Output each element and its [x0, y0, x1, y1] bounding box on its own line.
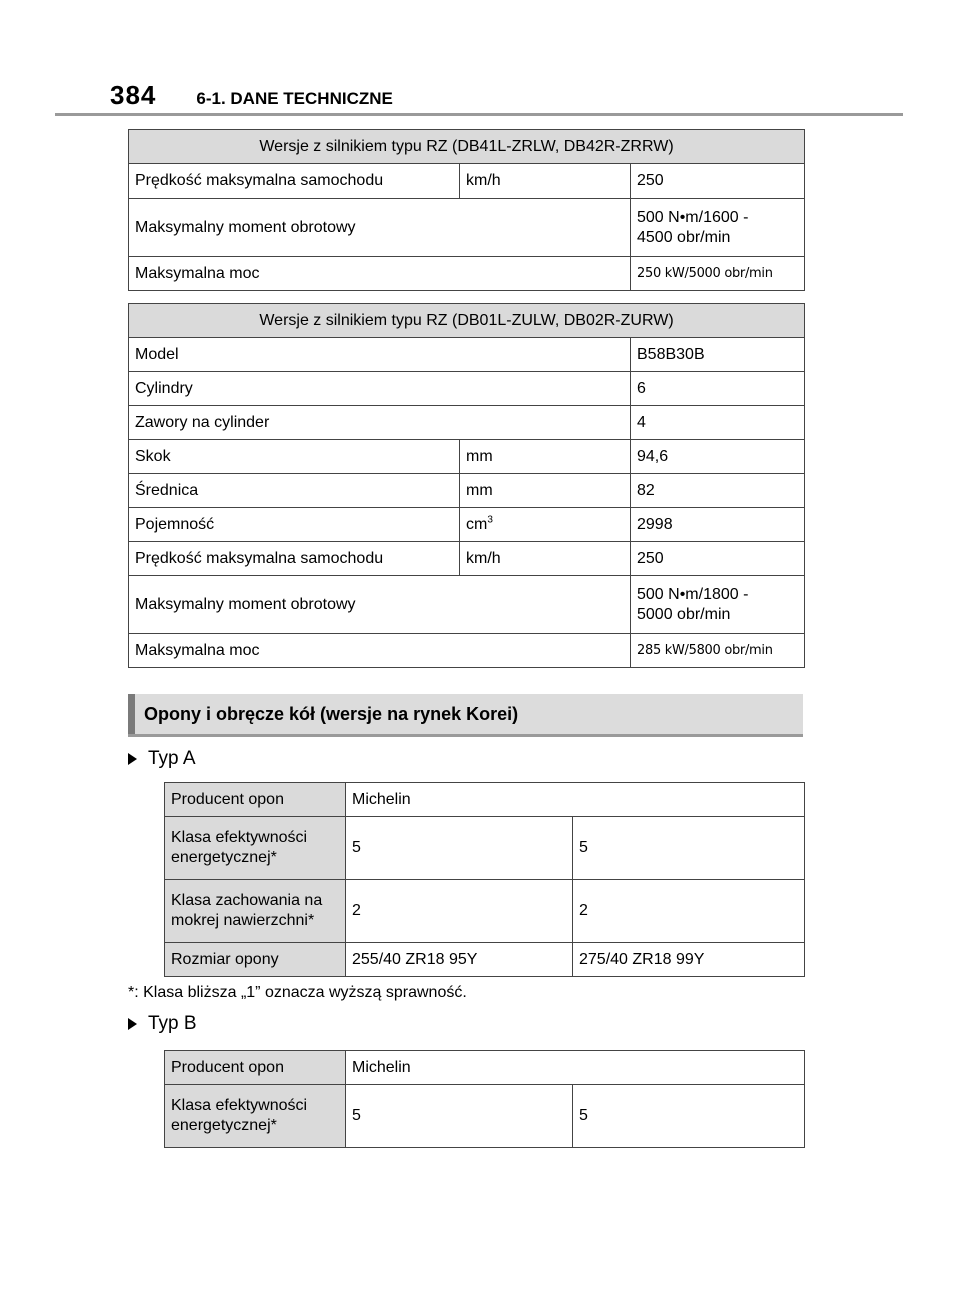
row-value-front: 5	[346, 817, 573, 880]
unit-base: cm	[466, 515, 488, 533]
value-line: 5000 obr/min	[637, 605, 731, 623]
row-value: Michelin	[346, 783, 805, 817]
row-value-rear: 5	[573, 1085, 805, 1148]
label-line: Klasa efektywności	[171, 1097, 308, 1114]
row-value: 250	[631, 542, 805, 576]
value-line: 500 N•m/1800 -	[637, 585, 749, 603]
row-value-front: 255/40 ZR18 95Y	[346, 943, 573, 977]
row-label: Prędkość maksymalna samochodu	[129, 542, 460, 576]
unit-exponent: 3	[487, 514, 493, 526]
row-label: Producent opon	[165, 1051, 346, 1085]
row-label: Maksymalna moc	[129, 634, 631, 668]
engine-spec-table-2	[128, 303, 805, 668]
footnote: *: Klasa bliższa „1” oznacza wyższą sprawność.	[128, 984, 467, 1001]
row-label: Maksymalny moment obrotowy	[129, 576, 631, 634]
type-label-text: Typ B	[148, 1013, 197, 1034]
row-label: Prędkość maksymalna samochodu	[129, 164, 460, 199]
tire-table-type-b	[164, 1050, 805, 1148]
value-line: 500 N•m/1600 -	[637, 208, 749, 226]
row-label: Producent opon	[165, 783, 346, 817]
row-label: Maksymalny moment obrotowy	[129, 199, 631, 257]
row-value-rear: 2	[573, 880, 805, 943]
table-caption: Wersje z silnikiem typu RZ (DB41L-ZRLW, DB42R-ZRRW)	[129, 130, 805, 164]
row-value: Michelin	[346, 1051, 805, 1085]
row-value: 82	[631, 474, 805, 508]
heading-text: Opony i obręcze kół (wersje na rynek Korei)	[144, 703, 519, 724]
row-label: Maksymalna moc	[129, 257, 631, 291]
row-value-front: 5	[346, 1085, 573, 1148]
row-value: 285 kW/5800 obr/min	[631, 634, 805, 668]
value-line: 4500 obr/min	[637, 228, 731, 246]
bullet-arrow-icon	[128, 753, 137, 765]
engine-spec-table-1	[128, 129, 805, 291]
row-value-rear: 5	[573, 817, 805, 880]
row-label: Zawory na cylinder	[129, 406, 631, 440]
row-value: 250 kW/5000 obr/min	[631, 257, 805, 291]
label-line: energetycznej*	[171, 849, 277, 866]
row-unit: km/h	[460, 542, 631, 576]
row-unit: mm	[460, 474, 631, 508]
header-divider	[55, 113, 903, 116]
type-label-text: Typ A	[148, 748, 196, 769]
table-caption: Wersje z silnikiem typu RZ (DB01L-ZULW, DB02R-ZURW)	[129, 304, 805, 338]
tires-section-heading	[128, 694, 803, 737]
row-label: Średnica	[129, 474, 460, 508]
row-value	[631, 576, 805, 634]
section-title: 6-1. DANE TECHNICZNE	[196, 89, 393, 108]
row-value: 2998	[631, 508, 805, 542]
heading-accent-bar	[128, 694, 135, 734]
row-unit: mm	[460, 440, 631, 474]
row-value: 250	[631, 164, 805, 199]
row-label: Pojemność	[129, 508, 460, 542]
row-label: Skok	[129, 440, 460, 474]
row-label	[165, 880, 346, 943]
row-value	[631, 199, 805, 257]
row-value: 94,6	[631, 440, 805, 474]
row-unit: km/h	[460, 164, 631, 199]
row-value: 6	[631, 372, 805, 406]
row-label: Model	[129, 338, 631, 372]
row-label	[165, 817, 346, 880]
label-line: Klasa efektywności	[171, 829, 308, 846]
tire-table-type-a	[164, 782, 805, 977]
row-value-rear: 275/40 ZR18 99Y	[573, 943, 805, 977]
label-line: Klasa zachowania na	[171, 892, 323, 909]
page-number: 384	[110, 80, 157, 110]
label-line: energetycznej*	[171, 1117, 277, 1134]
row-value: 4	[631, 406, 805, 440]
label-line: mokrej nawierzchni*	[171, 912, 315, 929]
row-value-front: 2	[346, 880, 573, 943]
page-header	[110, 80, 393, 108]
bullet-arrow-icon	[128, 1018, 137, 1030]
row-label: Rozmiar opony	[165, 943, 346, 977]
row-label: Cylindry	[129, 372, 631, 406]
row-label	[165, 1085, 346, 1148]
row-value: B58B30B	[631, 338, 805, 372]
type-b-label	[128, 1013, 197, 1035]
row-unit	[460, 508, 631, 542]
type-a-label	[128, 748, 196, 770]
